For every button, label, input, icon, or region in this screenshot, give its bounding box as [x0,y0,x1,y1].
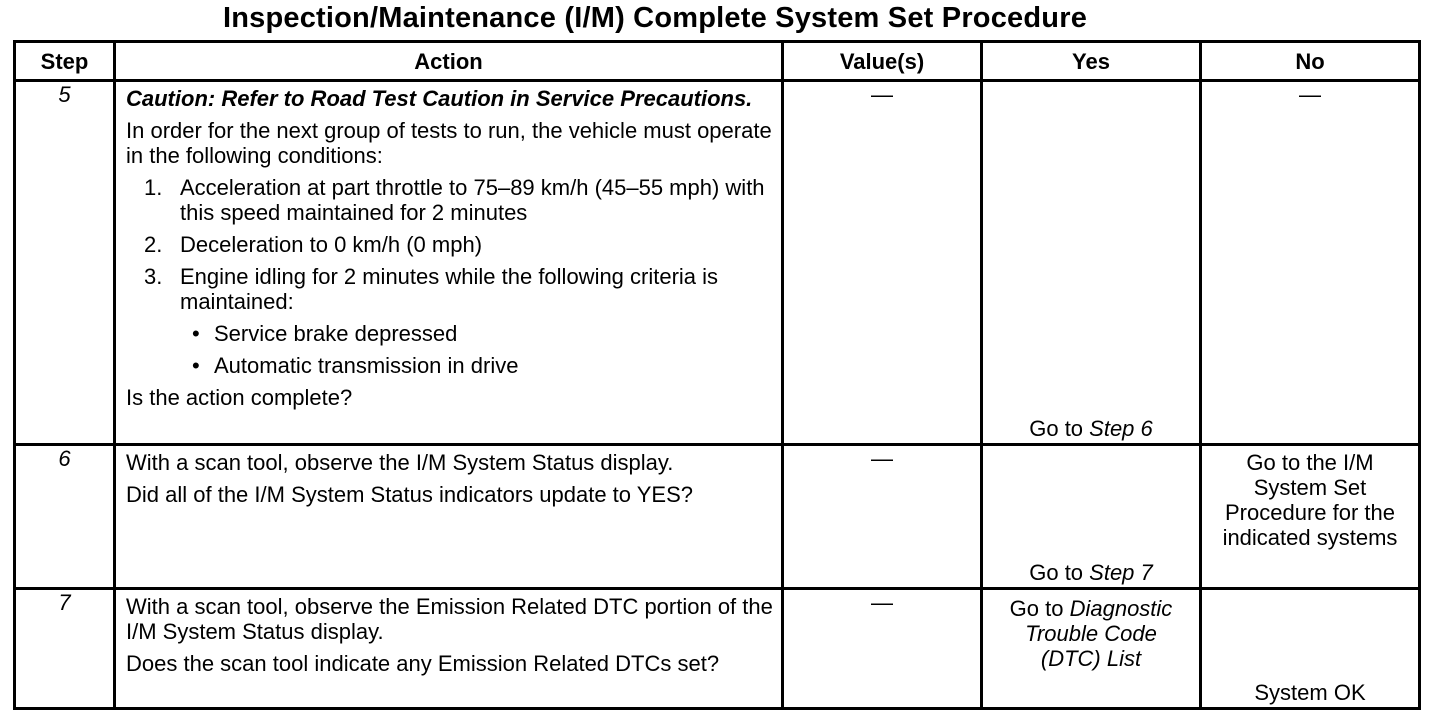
bullet-item [192,321,773,346]
no-instruction: System OK [1254,680,1366,705]
step-number: 5 [15,81,115,445]
yes-link[interactable]: Diagnostic Trouble Code (DTC) List [1025,596,1173,671]
list-item [144,264,773,314]
header-action: Action [115,42,783,81]
bullet-icon: • [192,321,200,346]
action-cell [115,445,783,589]
list-text: Engine idling for 2 minutes while the following criteria is maintained: [180,264,719,314]
yes-cell [982,81,1201,445]
list-number: 1. [144,175,163,200]
action-question: Is the action complete? [126,385,353,410]
no-cell [1201,445,1420,589]
table-row [15,81,1420,445]
no-instruction: Go to the I/M System Set Procedure for the indicated systems [1222,450,1398,550]
yes-cell [982,589,1201,709]
value-cell: — [783,81,982,445]
no-cell: — [1201,81,1420,445]
list-number: 3. [144,264,163,289]
yes-instruction [983,560,1199,585]
yes-instruction [983,590,1199,671]
action-intro: In order for the next group of tests to run, the vehicle must operate in the following conditions: [126,118,772,168]
header-row [15,42,1420,81]
procedure-table [13,40,1421,710]
yes-prefix: Go to [1009,596,1070,621]
header-step: Step [15,42,115,81]
bullet-icon: • [192,353,200,378]
yes-instruction [983,416,1199,441]
list-item [144,175,773,225]
action-instruction: With a scan tool, observe the Emission Related DTC portion of the I/M System Status display. [126,594,773,644]
action-cell [115,589,783,709]
value-cell: — [783,445,982,589]
no-cell [1201,589,1420,709]
action-question: Did all of the I/M System Status indicators update to YES? [126,482,693,507]
yes-cell [982,445,1201,589]
header-yes: Yes [982,42,1201,81]
yes-link[interactable]: Step 6 [1089,416,1153,441]
header-values: Value(s) [783,42,982,81]
table-row [15,589,1420,709]
step-number: 7 [15,589,115,709]
caution-text: Caution: Refer to Road Test Caution in Service Precautions. [126,86,753,111]
list-number: 2. [144,232,163,257]
value-cell: — [783,589,982,709]
step-number: 6 [15,445,115,589]
page-title: Inspection/Maintenance (I/M) Complete System Set Procedure [222,2,1088,34]
yes-link[interactable]: Step 7 [1089,560,1153,585]
list-text: Acceleration at part throttle to 75–89 km/h (45–55 mph) with this speed maintained for 2 minutes [180,175,765,225]
yes-prefix: Go to [1029,560,1090,585]
bullet-text: Automatic transmission in drive [214,353,519,378]
action-cell [115,81,783,445]
bullet-text: Service brake depressed [214,321,458,346]
action-instruction: With a scan tool, observe the I/M System Status display. [126,450,674,475]
action-question: Does the scan tool indicate any Emission Related DTCs set? [126,651,720,676]
bullet-item [192,353,773,378]
header-no: No [1201,42,1420,81]
yes-prefix: Go to [1029,416,1090,441]
table-row [15,445,1420,589]
list-item [144,232,773,257]
list-text: Deceleration to 0 km/h (0 mph) [180,232,483,257]
